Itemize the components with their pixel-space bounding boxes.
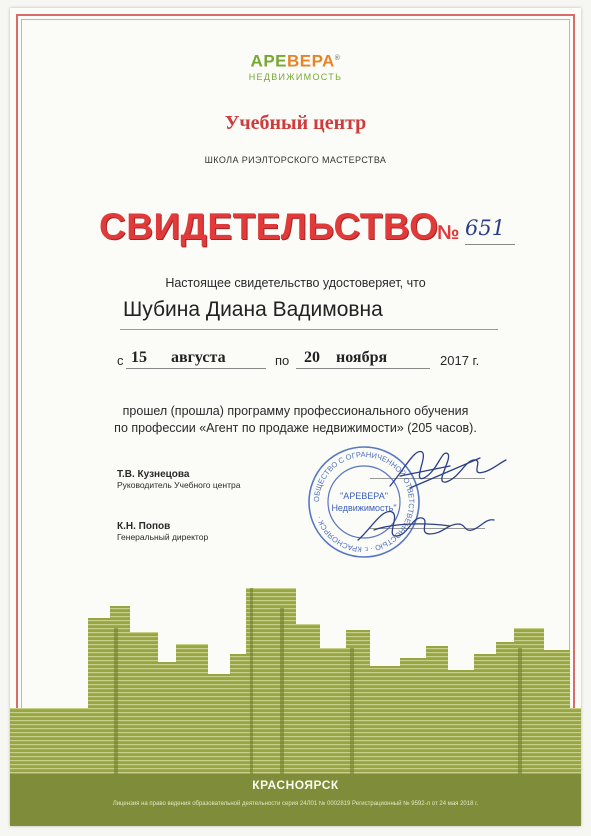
center-title: Учебный центр bbox=[224, 112, 367, 134]
from-underline bbox=[126, 368, 266, 369]
brand-name bbox=[10, 50, 581, 71]
from-day: 15 bbox=[131, 349, 147, 366]
number-sign: № bbox=[437, 222, 460, 244]
school-name: ШКОЛА РИЭЛТОРСКОГО МАСТЕРСТВА bbox=[204, 155, 387, 165]
program-text bbox=[10, 403, 581, 437]
number-underline bbox=[465, 244, 515, 245]
license-text: Лицензия на право ведения образовательной деятельности серия 24Л01 № 0002819 Регистрационный № 9592-л от 24 мая 2018 г. bbox=[112, 801, 479, 807]
brand-name-part1: АРЕ bbox=[250, 51, 288, 71]
recipient-name: Шубина Диана Вадимовна bbox=[123, 298, 383, 321]
certificate-number: 651 bbox=[465, 216, 506, 240]
brand-logo bbox=[10, 50, 581, 82]
to-day: 20 bbox=[304, 349, 320, 366]
to-month: ноября bbox=[336, 349, 388, 366]
signatory-1 bbox=[117, 469, 240, 490]
year: 2017 г. bbox=[440, 353, 480, 368]
city-skyline-illustration bbox=[10, 588, 581, 774]
city-name: КРАСНОЯРСК bbox=[252, 778, 339, 792]
to-underline bbox=[296, 368, 430, 369]
signatory-1-role: Руководитель Учебного центра bbox=[117, 480, 241, 490]
attest-text: Настоящее свидетельство удостоверяет, что bbox=[165, 276, 426, 290]
certificate-sheet bbox=[10, 8, 581, 826]
recipient-underline bbox=[120, 329, 498, 330]
signatory-1-name: Т.В. Кузнецова bbox=[117, 469, 190, 480]
brand-subtitle: НЕДВИЖИМОСТЬ bbox=[248, 71, 343, 82]
stamp-center-line-1: "АРЕВЕРА" bbox=[340, 491, 388, 501]
program-line-1: прошел (прошла) программу профессионального обучения bbox=[122, 404, 469, 418]
registered-mark: ® bbox=[334, 55, 341, 62]
certificate-title: СВИДЕТЕЛЬСТВО bbox=[99, 206, 439, 247]
stamp-center-line-2: Недвижимость" bbox=[331, 503, 397, 513]
handwritten-signatures bbox=[330, 438, 530, 548]
signatory-2-role: Генеральный директор bbox=[117, 532, 209, 542]
signatory-2 bbox=[117, 521, 208, 542]
program-line-2: по профессии «Агент по продаже недвижимости» (205 часов). bbox=[114, 421, 477, 435]
stamp-ring-text: ОБЩЕСТВО С ОГРАНИЧЕННОЙ ОТВЕТСТВЕННОСТЬЮ · г. КРАСНОЯРСК · bbox=[311, 449, 417, 555]
from-prefix: с bbox=[117, 353, 124, 368]
from-month: августа bbox=[171, 349, 226, 366]
signatory-2-name: К.Н. Попов bbox=[117, 521, 171, 532]
to-prefix: по bbox=[275, 353, 290, 368]
brand-name-part2: ВЕРА bbox=[287, 51, 335, 71]
